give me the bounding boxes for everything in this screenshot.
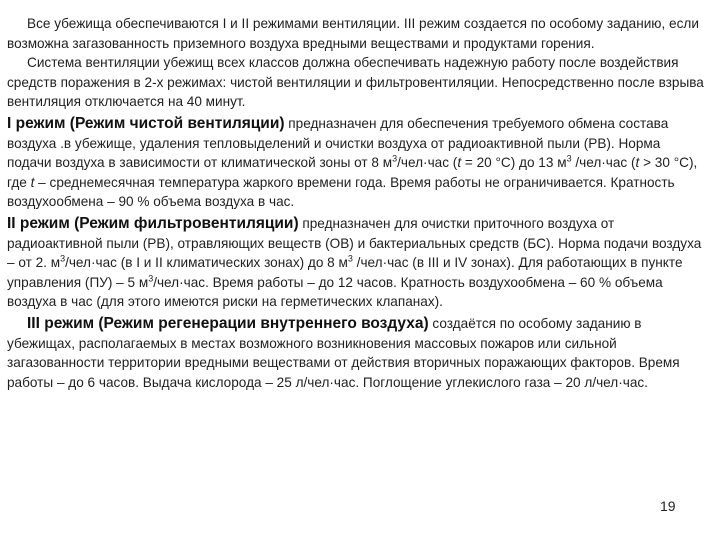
mode-2-sup: 3 (347, 253, 353, 264)
mode-3-paragraph (7, 314, 707, 392)
mode-1-text: > 30 °С), где (7, 155, 698, 190)
body-text (7, 14, 707, 392)
mode-2-paragraph (7, 214, 707, 312)
mode-1-paragraph (7, 114, 707, 212)
mode-1-title: I режим (Режим чистой вентиляции) (7, 114, 285, 132)
mode-3-text: создаётся по особому заданию в убежищах, располагаемых в местах возможного возникновения массовых пожаров или сильной загазованности территории вредными веществами от действия вторичных поражающих факторов. Время работы – до 6 часов. Выдача кислорода – 25 л/чел·час. Поглощение углекислого газа – 20 л/чел·час. (7, 315, 680, 390)
mode-2-text: /чел·час. Время работы – до 12 часов. Кратность воздухообмена – 60 % объема воздуха в час (для этого имеются риски на герметических клапанах). (7, 274, 663, 310)
temperature-variable: t (457, 155, 462, 171)
mode-2-text: предназначен для очистки приточного воздуха от радиоактивной пыли (РВ), отравляющих веществ (ОВ) и бактериальных средств (БС). Норма подачи воздуха – от 2. м (7, 215, 702, 271)
mode-1-text: – среднемесячная температура жаркого времени года. Время работы не ограничивается. Кратность воздухообмена – 90 % объема воздуха в час. (7, 174, 675, 210)
mode-2-text: /чел·час (в I и II климатических зонах) до 8 м (65, 255, 348, 271)
intro-paragraph-1: Все убежища обеспечиваются I и II режимами вентиляции. III режим создается по особому заданию, если возможна загазованность приземного воздуха вредными веществами и продуктами горения. (7, 16, 699, 51)
temperature-variable: t (30, 174, 35, 190)
mode-1-text: = 20 °С) до 13 м (461, 155, 567, 171)
mode-1-text: /чел·час ( (571, 155, 636, 171)
mode-1-text: /чел·час ( (397, 155, 458, 171)
page-number: 19 (660, 498, 676, 514)
mode-2-text: /чел·час (в III и IV зонах). Для работающих в пункте управления (ПУ) – 5 м (7, 255, 683, 290)
mode-1-sup: 3 (566, 153, 572, 164)
mode-2-sup: 3 (148, 273, 154, 284)
mode-1-sup: 3 (392, 153, 398, 164)
intro-paragraph-2: Система вентиляции убежищ всех классов должна обеспечивать надежную работу после воздействия средств поражения в 2-х режимах: чистой вентиляции и фильтровентиляции. Непосредственно после взрыва вентиляция отключается на 40 минут. (7, 55, 704, 110)
mode-2-title: II режим (Режим фильтровентиляции) (7, 214, 299, 232)
temperature-variable: t (635, 155, 640, 171)
mode-3-title: III режим (Режим регенерации внутреннего воздуха) (27, 314, 429, 332)
mode-1-text: предназначен для обеспечения требуемого обмена состава воздуха .в убежище, удаления тепловыделений и очистки воздуха от радиоактивной пыли (РВ). Норма подачи воздуха в зависимости от климатической зоны от 8 м (7, 115, 669, 171)
mode-2-sup: 3 (60, 253, 66, 264)
